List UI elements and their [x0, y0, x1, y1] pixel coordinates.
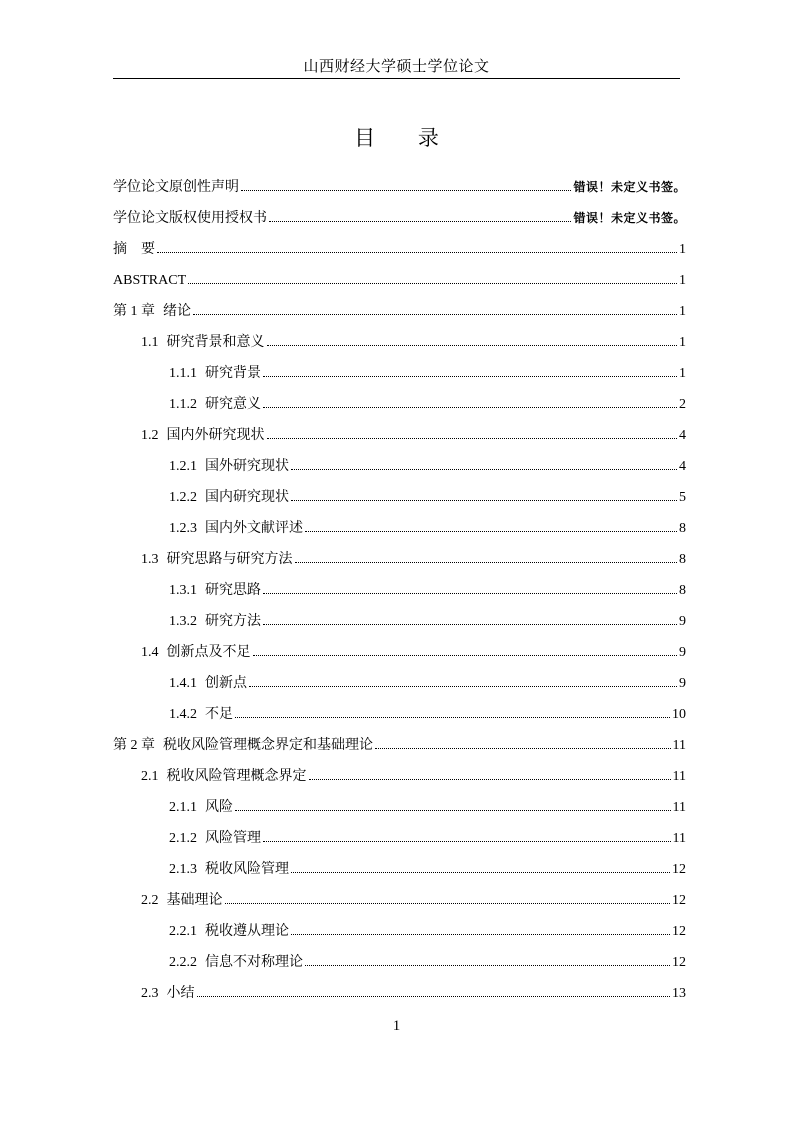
- dot-leader: [291, 934, 670, 935]
- toc-entry-number: 1.2.3: [169, 521, 197, 536]
- toc-entry-label: 学位论文原创性声明: [113, 179, 239, 195]
- toc-entry[interactable]: [113, 575, 686, 606]
- toc-entry-number: 2.1: [141, 769, 159, 784]
- toc-entry[interactable]: [113, 358, 686, 389]
- toc-entry-label: 研究背景和意义: [166, 334, 265, 350]
- dot-leader: [263, 593, 677, 594]
- toc-entry-label: 绪论: [163, 303, 191, 319]
- toc-entry-page: 1: [679, 335, 686, 350]
- dot-leader: [269, 221, 571, 222]
- toc-entry[interactable]: [113, 389, 686, 420]
- toc-entry-label: 国内外研究现状: [166, 427, 265, 443]
- toc-entry[interactable]: [113, 637, 686, 668]
- dot-leader: [267, 345, 678, 346]
- toc-entry-number: 1.3.2: [169, 614, 197, 629]
- toc-entry-label: 税收风险管理概念界定和基础理论: [163, 737, 373, 753]
- toc-entry-number: 1.4.2: [169, 707, 197, 722]
- toc-entry-page: 1: [679, 242, 686, 257]
- header-rule: [113, 78, 680, 79]
- toc-entry-label: 国外研究现状: [205, 458, 289, 474]
- toc-entry-label: 研究思路与研究方法: [166, 551, 293, 567]
- toc-entry-label: 研究意义: [205, 396, 261, 412]
- toc-entry-page: 错误！未定义书签。: [573, 180, 686, 194]
- toc-entry-number: 第 1 章: [113, 304, 155, 319]
- toc-entry-number: 1.1.1: [169, 366, 197, 381]
- toc-entry[interactable]: [113, 265, 686, 296]
- toc-entry[interactable]: [113, 978, 686, 1009]
- toc-entry[interactable]: [113, 544, 686, 575]
- toc-entry[interactable]: [113, 668, 686, 699]
- toc-entry-page: 9: [679, 645, 686, 660]
- toc-entry-number: 2.1.2: [169, 831, 197, 846]
- toc-entry-number: 1.1: [141, 335, 159, 350]
- toc-entry-page: 12: [672, 955, 686, 970]
- toc-entry-label: 基础理论: [166, 892, 223, 908]
- toc-entry-label: 风险: [205, 799, 233, 815]
- toc-title: 目 录: [354, 126, 457, 150]
- toc-entry-label: 税收遵从理论: [205, 923, 289, 939]
- dot-leader: [249, 686, 677, 687]
- toc-entry-label: 税收风险管理概念界定: [166, 768, 307, 784]
- running-header: 山西财经大学硕士学位论文: [303, 57, 490, 75]
- toc-entry-number: 1.3.1: [169, 583, 197, 598]
- toc-entry-page: 1: [679, 366, 686, 381]
- dot-leader: [197, 996, 671, 997]
- toc-entry-label: 学位论文版权使用授权书: [113, 210, 267, 226]
- dot-leader: [291, 469, 677, 470]
- dot-leader: [263, 841, 671, 842]
- toc-entry-label: 创新点及不足: [166, 644, 251, 660]
- toc-entry[interactable]: [113, 451, 686, 482]
- toc-entry[interactable]: [113, 482, 686, 513]
- toc-entry[interactable]: [113, 947, 686, 978]
- toc-entry-page: 9: [679, 676, 686, 691]
- dot-leader: [263, 624, 677, 625]
- toc-entry-page: 12: [672, 862, 686, 877]
- toc-entry-page: 10: [672, 707, 686, 722]
- toc-entry-number: 2.1.3: [169, 862, 197, 877]
- toc-entry[interactable]: [113, 203, 686, 234]
- dot-leader: [157, 252, 677, 253]
- toc-entry-page: 11: [672, 769, 686, 784]
- toc-entry[interactable]: [113, 823, 686, 854]
- dot-leader: [291, 500, 677, 501]
- toc-entry-number: 1.2.1: [169, 459, 197, 474]
- toc-entry-page: 12: [672, 924, 686, 939]
- toc-entry-page: 11: [672, 831, 686, 846]
- dot-leader: [193, 314, 677, 315]
- toc-entry-page: 11: [672, 738, 686, 753]
- toc-entry-number: 1.4: [141, 645, 159, 660]
- toc-entry-page: 1: [679, 304, 686, 319]
- dot-leader: [295, 562, 678, 563]
- toc-entry[interactable]: [113, 327, 686, 358]
- dot-leader: [225, 903, 671, 904]
- dot-leader: [375, 748, 671, 749]
- toc-entry[interactable]: [113, 854, 686, 885]
- dot-leader: [188, 283, 677, 284]
- toc-entry-page: 1: [679, 273, 686, 288]
- toc-entry-label: 研究背景: [205, 365, 261, 381]
- toc-entry-number: 2.3: [141, 986, 159, 1001]
- toc-entry[interactable]: [113, 513, 686, 544]
- table-of-contents: [113, 172, 686, 1009]
- toc-entry-page: 8: [679, 521, 686, 536]
- toc-entry-label: 研究方法: [205, 613, 261, 629]
- toc-entry-number: 1.3: [141, 552, 159, 567]
- toc-entry-number: 1.2.2: [169, 490, 197, 505]
- toc-entry-label: 创新点: [205, 675, 247, 691]
- toc-entry-page: 5: [679, 490, 686, 505]
- toc-entry-number: 2.2: [141, 893, 159, 908]
- toc-entry-page: 2: [679, 397, 686, 412]
- toc-entry-label: 研究思路: [205, 582, 261, 598]
- toc-entry-label: 不足: [205, 706, 233, 722]
- dot-leader: [241, 190, 571, 191]
- toc-entry-page: 8: [679, 552, 686, 567]
- toc-entry[interactable]: [113, 420, 686, 451]
- toc-entry[interactable]: [113, 885, 686, 916]
- toc-entry[interactable]: [113, 699, 686, 730]
- toc-entry[interactable]: [113, 916, 686, 947]
- dot-leader: [291, 872, 670, 873]
- toc-entry-page: 11: [672, 800, 686, 815]
- toc-entry-number: 1.4.1: [169, 676, 197, 691]
- toc-entry-page: 8: [679, 583, 686, 598]
- toc-entry-label: 信息不对称理论: [205, 954, 303, 970]
- dot-leader: [263, 407, 677, 408]
- toc-entry-page: 4: [679, 459, 686, 474]
- toc-entry-page: 9: [679, 614, 686, 629]
- dot-leader: [267, 438, 678, 439]
- toc-entry-number: 第 2 章: [113, 738, 155, 753]
- toc-entry-label: 国内外文献评述: [205, 520, 303, 536]
- toc-entry-page: 12: [672, 893, 686, 908]
- dot-leader: [305, 531, 677, 532]
- toc-entry-page: 13: [672, 986, 686, 1001]
- toc-entry[interactable]: [113, 172, 686, 203]
- toc-entry-label: 税收风险管理: [205, 861, 289, 877]
- toc-entry[interactable]: [113, 761, 686, 792]
- toc-entry-number: 2.2.2: [169, 955, 197, 970]
- toc-entry[interactable]: [113, 234, 686, 265]
- dot-leader: [263, 376, 677, 377]
- toc-entry-label: 风险管理: [205, 830, 261, 846]
- dot-leader: [309, 779, 671, 780]
- dot-leader: [235, 810, 671, 811]
- toc-entry-label: ABSTRACT: [113, 273, 187, 288]
- toc-entry[interactable]: [113, 606, 686, 637]
- toc-entry-page: 4: [679, 428, 686, 443]
- dot-leader: [235, 717, 670, 718]
- toc-entry-number: 2.1.1: [169, 800, 197, 815]
- toc-entry-label: 小结: [166, 985, 195, 1001]
- toc-entry[interactable]: [113, 296, 686, 327]
- toc-entry-page: 错误！未定义书签。: [573, 211, 686, 225]
- toc-entry[interactable]: [113, 730, 686, 761]
- page-number: 1: [392, 1018, 401, 1034]
- toc-entry-label: 国内研究现状: [205, 489, 289, 505]
- toc-entry-number: 2.2.1: [169, 924, 197, 939]
- dot-leader: [305, 965, 670, 966]
- toc-entry-label: 摘 要: [113, 241, 155, 257]
- toc-entry-number: 1.2: [141, 428, 159, 443]
- toc-entry-number: 1.1.2: [169, 397, 197, 412]
- dot-leader: [253, 655, 678, 656]
- toc-entry[interactable]: [113, 792, 686, 823]
